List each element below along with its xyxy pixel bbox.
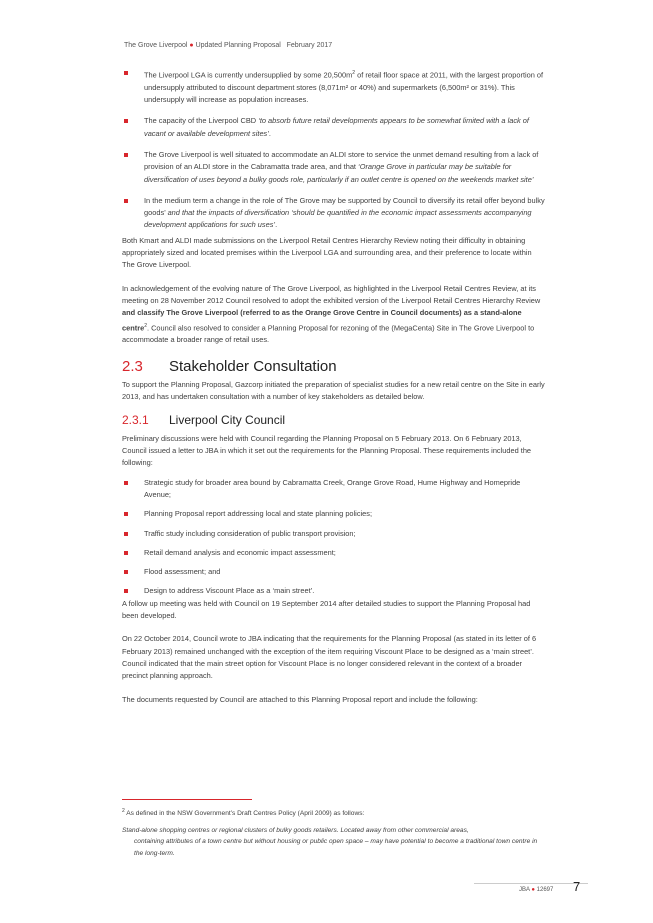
paragraph-acknowledgement: In acknowledgement of the evolving nature of The Grove Liverpool, as highlighted in the Liverpool Retail Centres Review, at its meeting on 28 November 2012 Council resolved to adopt the exhibited version of the Liverpool Retail Centres Hierarchy Review and classify The Grove Liverpool (referred to as the Orange Grove Centre in Council documents) as a stand-alone centre$^2$. Council also resolved to consider a Planning Proposal for rezoning of the (MegaCenta) Site in The Grove Liverpool to accommodate a broader range of retail uses.: [122, 283, 541, 345]
footer-reference: [519, 887, 553, 893]
section-title: Stakeholder Consultation: [169, 357, 337, 375]
paragraph-october-letter: On 22 October 2014, Council wrote to JBA indicating that the requirements for the Planning Proposal (as stated in its letter of 6 February 2013) remained unchanged with the exception of the item requiring Viscount Place to be designed as a ‘main street’. Council indicated that the main street option for Viscount Place is no longer considered relevant in the context of a broader precinct planning approach.: [122, 634, 537, 681]
list-item: In the medium term a change in the role of The Grove may be supported by Council to diversify its retail offer beyond bulky goods’ and that the impacts of diversification ‘should be quantified in the economic impact assessments accompanying development applications for such uses’.: [122, 195, 546, 232]
header-date: February 2017: [286, 42, 333, 49]
body-content: [122, 67, 546, 717]
footnote-line: [122, 806, 542, 820]
subsection-number: 2.3.1: [122, 413, 149, 428]
list-item: The Grove Liverpool is well situated to accommodate an ALDI store to service the unmet demand resulting from a lack of provision of an ALDI store in the Cabramatta trade area, and that ‘Orange Grove in particular may be suitable for diversification of uses beyond a bulky goods role, particularly if an outlet centre is opened on the weekends market site’: [122, 149, 546, 186]
list-item: The capacity of the Liverpool CBD ‘to absorb future retail developments appears to be somewhat limited with a lack of vacant or available development sites’.: [122, 115, 546, 140]
section-number: 2.3: [122, 357, 143, 375]
subsection-title: Liverpool City Council: [169, 413, 286, 428]
footnote-definition: Stand-alone shopping centres or regional clusters of bulky goods retailers. Located away from other commercial areas, containing attributes of a town centre but without housing or public open space – may have potential to become a traditional town centre in the long-term.: [122, 826, 538, 857]
paragraph-preliminary-discussions: Preliminary discussions were held with Council regarding the Planning Proposal on 5 February 2013. On 6 February 2013, Council issued a letter to JBA in which it set out the requirements for the Planning Proposal. These requirements included the following:: [122, 433, 532, 468]
footer-ref-number: 12697: [536, 887, 554, 893]
paragraph-documents-requested: The documents requested by Council are attached to this Planning Proposal report and include the following:: [122, 694, 478, 704]
paragraph-follow-up: A follow up meeting was held with Council on 19 September 2014 after detailed studies to support the Planning Proposal had been developed.: [122, 598, 531, 621]
running-header: [124, 42, 332, 49]
footnote-reference[interactable]: 2: [144, 322, 147, 329]
list-item: Design to address Viscount Place as a ‘main street’.: [122, 585, 546, 597]
footer-separator: ●: [531, 887, 535, 893]
footnote-text: As defined in the NSW Government’s Draft Centres Policy (April 2009) as follows:: [126, 810, 365, 818]
footnote-divider: [122, 799, 252, 800]
header-doc-title: The Grove Liverpool: [124, 42, 188, 49]
list-item: Traffic study including consideration of public transport provision;: [122, 528, 546, 540]
header-doc-subtitle: Updated Planning Proposal: [195, 42, 281, 49]
footer-org: JBA: [519, 887, 530, 893]
section-heading-2-3-1: [122, 414, 546, 426]
section-heading-2-3: [122, 357, 546, 375]
list-item: Flood assessment; and: [122, 566, 546, 578]
list-item: Planning Proposal report addressing local and state planning policies;: [122, 508, 546, 520]
list-item: The Liverpool LGA is currently undersupplied by some $20,500m^2$ of retail floor space at 2011, with the largest proportion of undersupply attributed to discount department stores (8,071m² or 40%) and supermarkets (6,500m² or 31%). This undersupply will increase as population increases.: [122, 67, 546, 106]
header-separator: ●: [189, 42, 194, 49]
list-item: Retail demand analysis and economic impact assessment;: [122, 547, 546, 559]
footnote-marker: 2: [122, 808, 125, 814]
footnote: [122, 806, 542, 859]
paragraph-consultation-intro: To support the Planning Proposal, Gazcorp initiated the preparation of specialist studies for a new retail centre on the Site in early 2013, and has undertaken consultation with a number of key stakeholders as detailed below.: [122, 379, 545, 402]
footer-divider: [474, 883, 588, 884]
list-item: Strategic study for broader area bound by Cabramatta Creek, Orange Grove Road, Hume Highway and Homepride Avenue;: [122, 477, 546, 502]
paragraph-kmart-aldi: Both Kmart and ALDI made submissions on the Liverpool Retail Centres Hierarchy Review noting their difficulty in obtaining appropriately sized and located premises within the Liverpool LGA and surrounding area, and their preference to locate within The Grove Liverpool.: [122, 235, 532, 270]
page-number: 7: [573, 879, 581, 894]
